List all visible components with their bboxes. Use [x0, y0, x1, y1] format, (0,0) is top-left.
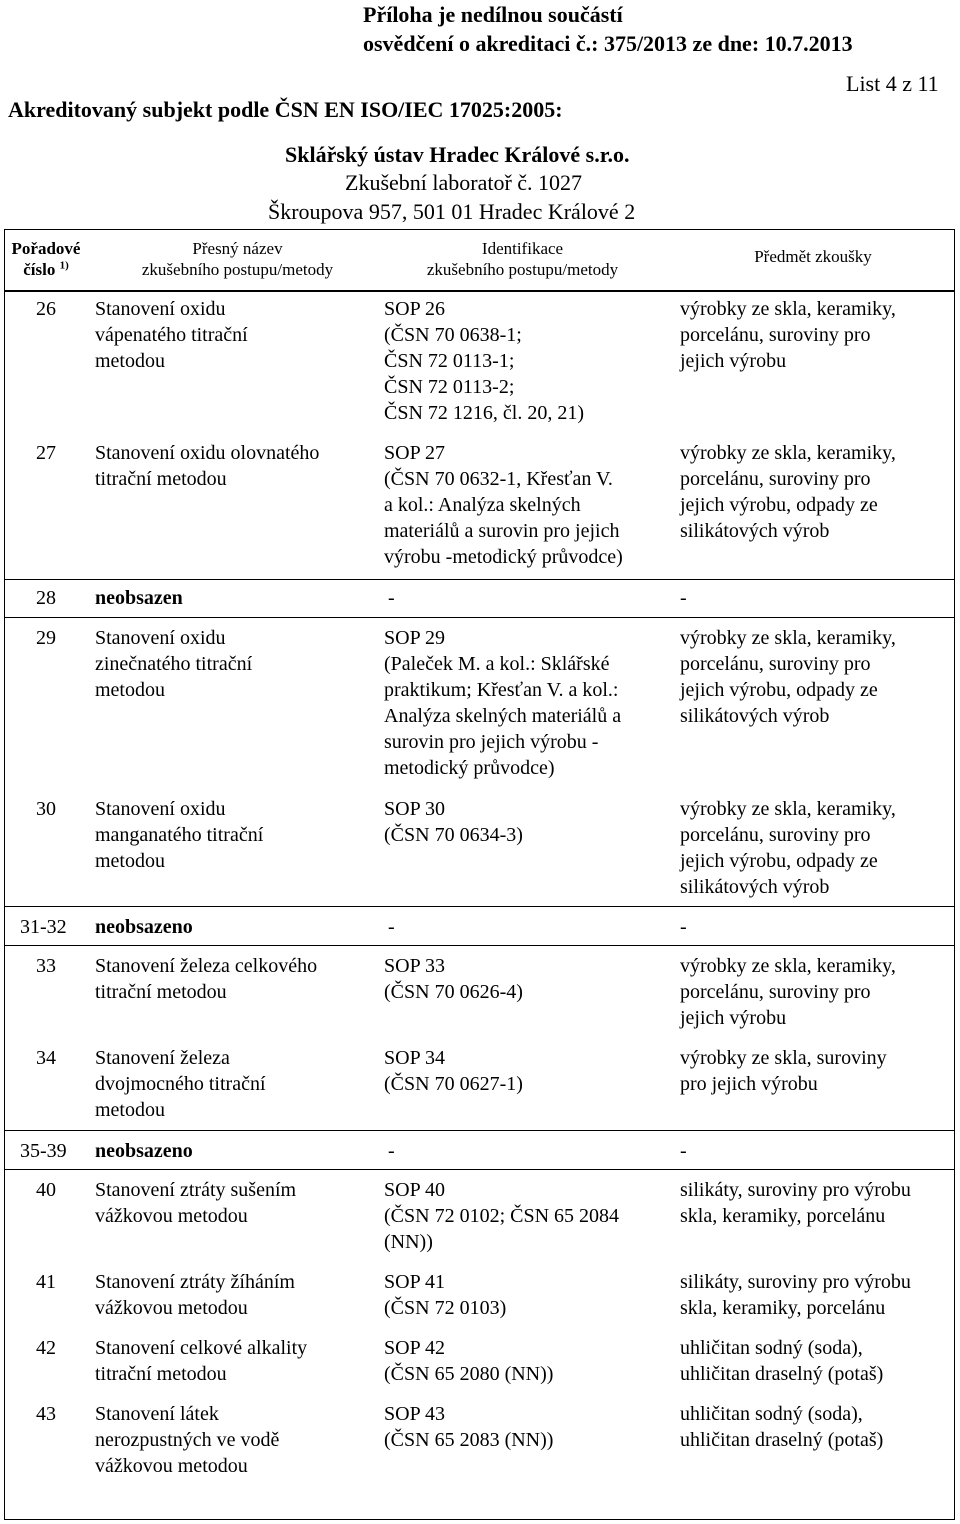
- row-number: 26: [36, 298, 56, 320]
- test-subject: výrobky ze skla, keramiky, porcelánu, suroviny pro jejich výrobu: [680, 955, 896, 1029]
- row-number: 41: [36, 1271, 56, 1293]
- test-subject: výrobky ze skla, keramiky, porcelánu, suroviny pro jejich výrobu, odpady ze silikátových výrob: [680, 798, 896, 898]
- row-number: 40: [36, 1179, 56, 1201]
- method-identification: SOP 27 (ČSN 70 0632-1, Křesťan V. a kol.: Analýza skelných materiálů a surovin pro jejich výrobu -metodický průvodce): [384, 442, 623, 568]
- method-name: Stanovení látek nerozpustných ve vodě vážkovou metodou: [95, 1403, 280, 1477]
- method-name: Stanovení ztráty sušením vážkovou metodou: [95, 1179, 297, 1227]
- test-subject: -: [680, 1140, 687, 1162]
- method-name: neobsazeno: [95, 1140, 193, 1162]
- row-number: 43: [36, 1403, 56, 1425]
- method-name: neobsazeno: [95, 916, 193, 938]
- test-subject: výrobky ze skla, keramiky, porcelánu, suroviny pro jejich výrobu: [680, 298, 896, 372]
- method-identification: SOP 29 (Paleček M. a kol.: Sklářské praktikum; Křesťan V. a kol.: Analýza skelných materiálů a surovin pro jejich výrobu - metodický průvodce): [384, 627, 622, 779]
- method-identification: SOP 43 (ČSN 65 2083 (NN)): [384, 1403, 554, 1451]
- annex-note-line2: osvědčení o akreditaci č.: 375/2013 ze dne: 10.7.2013: [363, 31, 853, 56]
- test-subject: silikáty, suroviny pro výrobu skla, keramiky, porcelánu: [680, 1271, 911, 1319]
- row-divider: [4, 1130, 955, 1131]
- method-identification: SOP 26 (ČSN 70 0638-1; ČSN 72 0113-1; ČSN 72 0113-2; ČSN 72 1216, čl. 20, 21): [384, 298, 584, 424]
- row-number: 35-39: [20, 1140, 67, 1162]
- method-name: Stanovení železa dvojmocného titrační metodou: [95, 1047, 266, 1121]
- method-identification: SOP 40 (ČSN 72 0102; ČSN 65 2084 (NN)): [384, 1179, 620, 1253]
- row-divider: [4, 906, 955, 907]
- header-divider: [4, 290, 955, 292]
- row-number: 29: [36, 627, 56, 649]
- page-number: List 4 z 11: [846, 71, 939, 96]
- method-identification: SOP 34 (ČSN 70 0627-1): [384, 1047, 523, 1095]
- row-number: 27: [36, 442, 56, 464]
- row-divider: [4, 1169, 955, 1170]
- method-identification: SOP 30 (ČSN 70 0634-3): [384, 798, 523, 846]
- row-divider: [4, 945, 955, 946]
- accredited-subject-label: Akreditovaný subjekt podle ČSN EN ISO/IEC 17025:2005:: [8, 97, 563, 122]
- organization-address: Škroupova 957, 501 01 Hradec Králové 2: [268, 199, 636, 224]
- method-name: Stanovení oxidu manganatého titrační metodou: [95, 798, 264, 872]
- laboratory-number: Zkušební laboratoř č. 1027: [345, 170, 583, 195]
- row-number: 42: [36, 1337, 56, 1359]
- method-name: Stanovení celkové alkality titrační metodou: [95, 1337, 308, 1385]
- method-identification: SOP 42 (ČSN 65 2080 (NN)): [384, 1337, 554, 1385]
- row-divider: [4, 617, 955, 618]
- method-name: Stanovení železa celkového titrační metodou: [95, 955, 318, 1003]
- method-identification: SOP 33 (ČSN 70 0626-4): [384, 955, 523, 1003]
- annex-note-line1: Příloha je nedílnou součástí: [363, 2, 623, 27]
- method-identification: SOP 41 (ČSN 72 0103): [384, 1271, 507, 1319]
- col-header-method-name: Přesný název zkušebního postupu/metody: [141, 239, 334, 279]
- method-name: Stanovení oxidu zinečnatého titrační metodou: [95, 627, 253, 701]
- test-subject: výrobky ze skla, keramiky, porcelánu, suroviny pro jejich výrobu, odpady ze silikátových výrob: [680, 442, 896, 542]
- row-number: 33: [36, 955, 56, 977]
- test-subject: -: [680, 587, 687, 609]
- test-subject: uhličitan sodný (soda), uhličitan draselný (potaš): [680, 1337, 884, 1385]
- row-number: 28: [36, 587, 56, 609]
- row-divider: [4, 579, 955, 580]
- method-name: Stanovení ztráty žíháním vážkovou metodou: [95, 1271, 295, 1319]
- test-subject: výrobky ze skla, suroviny pro jejich výrobu: [680, 1047, 887, 1095]
- test-subject: uhličitan sodný (soda), uhličitan draselný (potaš): [680, 1403, 884, 1451]
- col-header-subject: Předmět zkoušky: [754, 247, 872, 266]
- test-subject: silikáty, suroviny pro výrobu skla, keramiky, porcelánu: [680, 1179, 911, 1227]
- organization-name: Sklářský ústav Hradec Králové s.r.o.: [285, 142, 630, 167]
- row-number: 31-32: [20, 916, 67, 938]
- method-identification: -: [388, 587, 395, 609]
- test-subject: výrobky ze skla, keramiky, porcelánu, suroviny pro jejich výrobu, odpady ze silikátových výrob: [680, 627, 896, 727]
- col-header-method-id: Identifikace zkušebního postupu/metody: [426, 239, 619, 279]
- method-name: neobsazen: [95, 587, 183, 609]
- method-name: Stanovení oxidu olovnatého titrační metodou: [95, 442, 320, 490]
- col-header-number: Pořadové číslo $^{1)}$: [11, 239, 81, 279]
- method-name: Stanovení oxidu vápenatého titrační metodou: [95, 298, 248, 372]
- row-number: 34: [36, 1047, 56, 1069]
- test-subject: -: [680, 916, 687, 938]
- method-identification: -: [388, 916, 395, 938]
- method-identification: -: [388, 1140, 395, 1162]
- row-number: 30: [36, 798, 56, 820]
